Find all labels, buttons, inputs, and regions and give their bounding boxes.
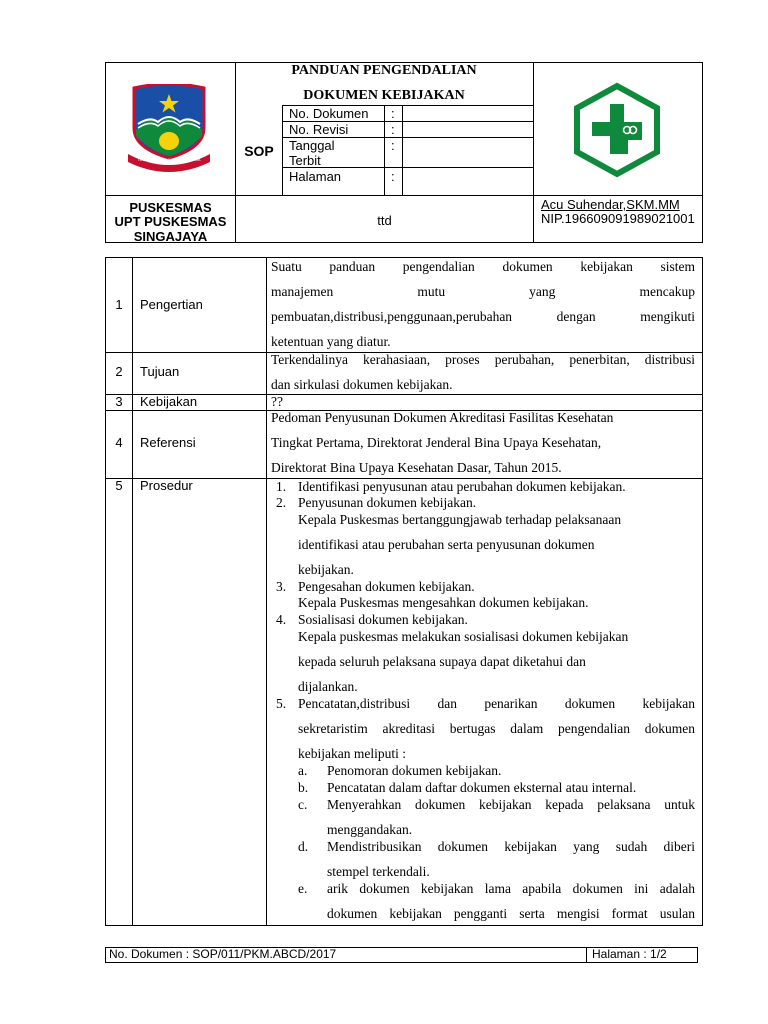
row-label-kebijakan: Kebijakan — [140, 394, 198, 409]
field-colon: : — [391, 122, 395, 137]
doc-title-line2: DOKUMEN KEBIJAKAN — [303, 88, 465, 103]
prosedur-line: arik dokumen kebijakan lama apabila dokumen ini adalah — [327, 881, 695, 896]
prosedur-line: stempel terkendali. — [327, 864, 430, 879]
field-label-no-revisi: No. Revisi — [289, 122, 349, 137]
row-number: 3 — [115, 394, 123, 409]
row-label-pengertian: Pengertian — [140, 297, 203, 312]
pengertian-line: pembuatan,distribusi,penggunaan,perubahan dengan mengikuti — [271, 309, 695, 324]
prosedur-num: a. — [298, 763, 308, 778]
sop-label: SOP — [244, 143, 274, 159]
pengertian-line: ketentuan yang diatur. — [271, 334, 391, 349]
field-colon: : — [391, 106, 395, 121]
prosedur-line: dijalankan. — [298, 679, 358, 694]
official-name: Acu Suhendar,SKM.MM — [541, 197, 680, 212]
row-number: 4 — [115, 435, 123, 450]
footer-doc-number: No. Dokumen : SOP/011/PKM.ABCD/2017 — [109, 947, 337, 961]
prosedur-line: Mendistribusikan dokumen kebijakan yang sudah diberi — [327, 839, 695, 854]
prosedur-line: Penyusunan dokumen kebijakan. — [298, 495, 477, 510]
tujuan-line: dan sirkulasi dokumen kebijakan. — [271, 377, 453, 392]
prosedur-num: 3. — [276, 579, 287, 594]
row-number: 5 — [115, 478, 123, 493]
row-label-prosedur: Prosedur — [140, 478, 193, 493]
prosedur-num: 4. — [276, 612, 287, 627]
prosedur-num: d. — [298, 839, 309, 854]
prosedur-line: Kepala Puskesmas mengesahkan dokumen kebijakan. — [298, 595, 589, 610]
referensi-line: Direktorat Bina Upaya Kesehatan Dasar, Tahun 2015. — [271, 460, 562, 475]
puskesmas-logo — [572, 82, 662, 178]
emblem-banner-text: TATA TENTREM KERTA RAHARJA — [137, 157, 201, 162]
prosedur-line: dokumen kebijakan pengganti serta mengisi format usulan — [327, 906, 695, 921]
field-label-halaman: Halaman — [289, 169, 342, 184]
prosedur-line: kepada seluruh pelaksana supaya dapat diketahui dan — [298, 654, 586, 669]
prosedur-num: b. — [298, 780, 309, 795]
pengertian-line: manajemen mutu yang mencakup — [271, 284, 695, 299]
prosedur-line: identifikasi atau perubahan serta penyusunan dokumen — [298, 537, 595, 552]
prosedur-line: Menyerahkan dokumen kebijakan kepada pelaksana untuk — [327, 797, 695, 812]
prosedur-line: Penomoran dokumen kebijakan. — [327, 763, 502, 778]
row-label-referensi: Referensi — [140, 435, 196, 450]
field-colon: : — [391, 138, 395, 153]
prosedur-line: Sosialisasi dokumen kebijakan. — [298, 612, 468, 627]
prosedur-line: Pengesahan dokumen kebijakan. — [298, 579, 475, 594]
doc-title-line1: PANDUAN PENGENDALIAN — [291, 63, 477, 78]
org-name-line2: UPT PUSKESMAS — [114, 214, 227, 229]
signature-ttd: ttd — [377, 213, 392, 228]
referensi-line: Pedoman Penyusunan Dokumen Akreditasi Fasilitas Kesehatan — [271, 410, 614, 425]
row-number: 1 — [115, 297, 123, 312]
field-label-no-dokumen: No. Dokumen — [289, 106, 369, 121]
prosedur-line: sekretaristim akreditasi bertugas dalam pengendalian dokumen — [298, 721, 695, 736]
prosedur-line: Kepala Puskesmas bertanggungjawab terhadap pelaksanaan — [298, 512, 622, 527]
prosedur-num: 5. — [276, 696, 287, 711]
kebijakan-value: ?? — [271, 394, 283, 409]
prosedur-line: Kepala puskesmas melakukan sosialisasi dokumen kebijakan — [298, 629, 629, 644]
regional-emblem-logo — [126, 84, 212, 176]
prosedur-line: Pencatatan,distribusi dan penarikan dokumen kebijakan — [298, 696, 695, 711]
footer-page: Halaman : 1/2 — [592, 947, 667, 961]
pengertian-line: Suatu panduan pengendalian dokumen kebijakan sistem — [271, 259, 695, 274]
row-label-tujuan: Tujuan — [140, 364, 180, 379]
org-name-line3: SINGAJAYA — [133, 229, 208, 244]
prosedur-line: kebijakan meliputi : — [298, 746, 406, 761]
referensi-line: Tingkat Pertama, Direktorat Jenderal Bina Upaya Kesehatan, — [271, 435, 602, 450]
prosedur-num: c. — [298, 797, 308, 812]
row-number: 2 — [115, 364, 123, 379]
tujuan-line: Terkendalinya kerahasiaan, proses perubahan, penerbitan, distribusi — [271, 352, 695, 367]
prosedur-line: menggandakan. — [327, 822, 413, 837]
prosedur-line: kebijakan. — [298, 562, 354, 577]
prosedur-line: Identifikasi penyusunan atau perubahan dokumen kebijakan. — [298, 479, 626, 494]
field-label-tanggal: Tanggal — [289, 138, 335, 153]
field-colon: : — [391, 169, 395, 184]
official-nip: NIP.196609091989021001 — [541, 211, 695, 226]
org-name-line1: PUSKESMAS — [129, 200, 212, 215]
prosedur-line: Pencatatan dalam daftar dokumen eksternal atau internal. — [327, 780, 637, 795]
prosedur-num: e. — [298, 881, 308, 896]
prosedur-num: 1. — [276, 479, 287, 494]
prosedur-num: 2. — [276, 495, 287, 510]
field-label-terbit: Terbit — [289, 153, 321, 168]
